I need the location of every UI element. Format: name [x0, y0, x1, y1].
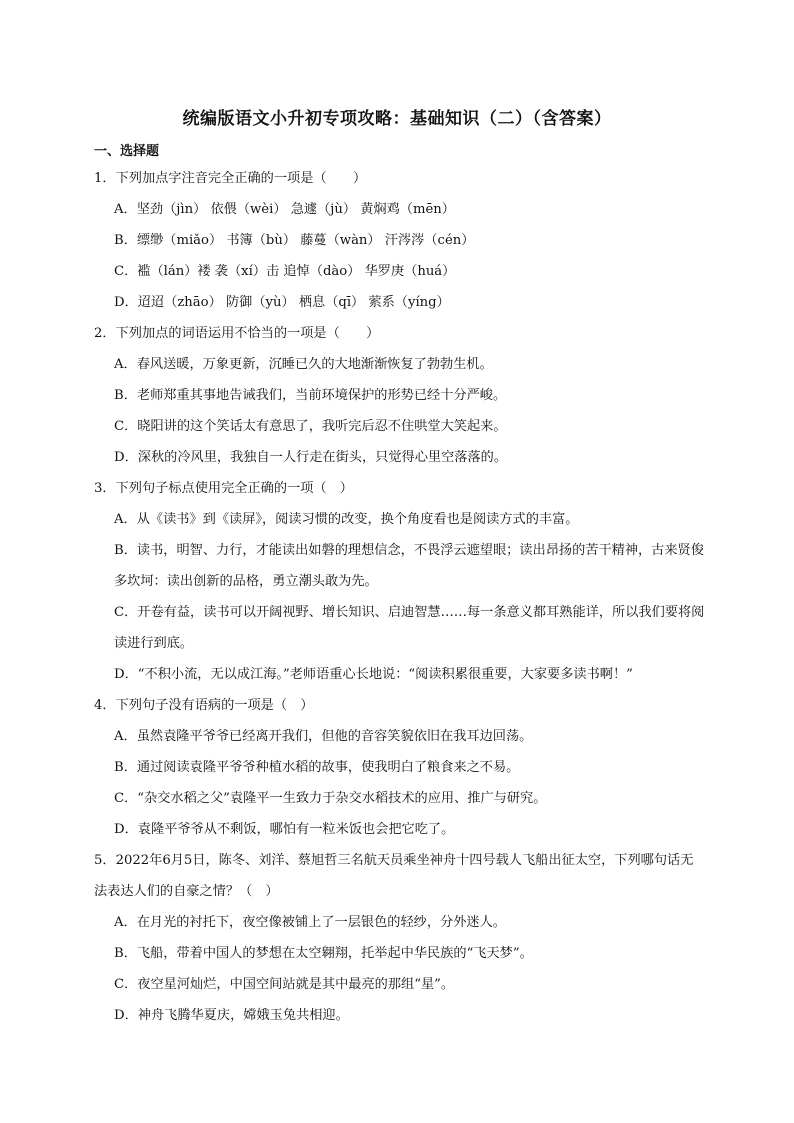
option-b: B．缥缈（miǎo） 书簿（bù） 藤蔓（wàn） 汗涔涔（cén）: [114, 233, 475, 248]
question-stem: 2．下列加点的词语运用不恰当的一项是（ ）: [94, 326, 380, 341]
option-b: B．飞船，带着中国人的梦想在太空翱翔，托举起中华民族的“飞天梦”。: [114, 946, 533, 961]
question-5: [94, 845, 706, 1031]
option-b: B．老师郑重其事地告诫我们，当前环境保护的形势已经十分严峻。: [114, 388, 507, 403]
question-stem: 1．下列加点字注音完全正确的一项是（ ）: [94, 171, 367, 186]
question-stem: 4．下列句子没有语病的一项是（ ）: [94, 698, 314, 713]
option-c: C．开卷有益，读书可以开阔视野、增长知识、启迪智慧……每一条意义都耳熟能详，所以我们要将阅读进行到底。: [114, 605, 705, 651]
option-a: A．在月光的衬托下，夜空像被铺上了一层银色的轻纱，分外迷人。: [114, 915, 506, 930]
option-a: A．从《读书》到《读屏》，阅读习惯的改变，换个角度看也是阅读方式的丰富。: [114, 512, 579, 527]
question-2: [94, 318, 706, 473]
option-c: C．“杂交水稻之父”袁隆平一生致力于杂交水稻技术的应用、推广与研究。: [114, 791, 547, 806]
question-4: [94, 690, 706, 845]
option-a: A．虽然袁隆平爷爷已经离开我们，但他的音容笑貌依旧在我耳边回荡。: [114, 729, 533, 744]
question-3: [94, 473, 706, 690]
option-d: D．迢迢（zhāo） 防御（yù） 栖息（qī） 萦系（yíng）: [114, 295, 450, 310]
question-list: [94, 163, 706, 1031]
option-d: D．袁隆平爷爷从不剩饭，哪怕有一粒米饭也会把它吃了。: [114, 822, 455, 837]
question-stem: 5．2022年6月5日，陈冬、刘洋、蔡旭哲三名航天员乘坐神舟十四号载人飞船出征太空，下列哪句话无法表达人们的自豪之情？（ ）: [94, 853, 694, 899]
question-1: [94, 163, 706, 318]
question-stem: 3．下列句子标点使用完全正确的一项（ ）: [94, 481, 353, 496]
option-b: B．读书，明智、力行，才能读出如磐的理想信念，不畏浮云遮望眼；读出昂扬的苦干精神，古来贤俊多坎坷：读出创新的品格，勇立潮头敢为先。: [114, 543, 704, 589]
section-heading: 一、选择题: [94, 144, 160, 159]
option-a: A．春风送暖，万象更新，沉睡已久的大地渐渐恢复了勃勃生机。: [114, 357, 493, 372]
page-title: 统编版语文小升初专项攻略：基础知识（二）（含答案）: [182, 109, 612, 129]
option-c: C．夜空星河灿烂，中国空间站就是其中最亮的那组“星”。: [114, 977, 455, 992]
option-b: B．通过阅读袁隆平爷爷种植水稻的故事，使我明白了粮食来之不易。: [114, 760, 520, 775]
option-d: D．神舟飞腾华夏庆，嫦娥玉兔共相迎。: [114, 1008, 349, 1023]
option-c: C．晓阳讲的这个笑话太有意思了，我听完后忍不住哄堂大笑起来。: [114, 419, 507, 434]
option-a: A．坚劲（jìn） 依偎（wèi） 急遽（jù） 黄焖鸡（mēn）: [114, 202, 455, 217]
option-d: D．“不积小流，无以成江海。”老师语重心长地说：“阅读积累很重要，大家要多读书啊！”: [114, 667, 633, 682]
option-c: C．褴（lán）褛 袭（xí）击 追悼（dào） 华罗庚（huá）: [114, 264, 456, 279]
option-d: D．深秋的冷风里，我独自一人行走在街头，只觉得心里空落落的。: [114, 450, 508, 465]
